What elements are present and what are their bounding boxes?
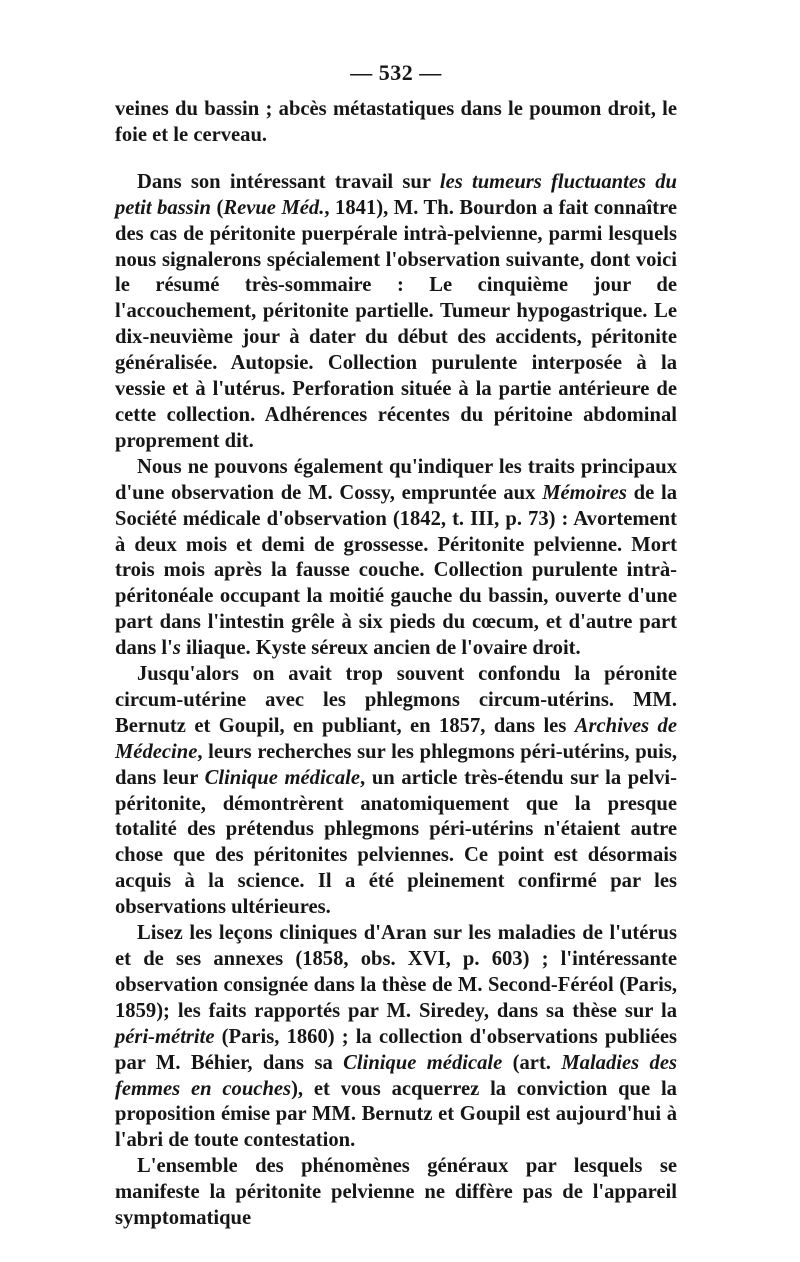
paragraph-3-text-e: iliaque. Kyste séreux ancien de l'ovaire droit.	[180, 637, 581, 660]
paragraph-5-italic-peri-metrite: péri-métrite	[115, 1025, 215, 1048]
paragraph-2-italic-title: les tumeurs fluctuantes du petit bassin	[115, 170, 677, 219]
paragraph-4-text-a: Jusqu'alors on avait trop souvent confondu la péronite circum-utérine avec les phlegmons circum-utérins. MM. Bernutz et Goupil, en publiant, en 1857, dans les	[115, 663, 677, 737]
paragraph-5-italic-maladies: Maladies des femmes en couches	[115, 1051, 677, 1100]
paragraph-1: veines du bassin ; abcès métastatiques dans le poumon droit, le foie et le cerveau.	[115, 98, 677, 146]
paragraph-3-italic-memoires: Mémoires	[542, 481, 627, 504]
page-body	[115, 97, 677, 1232]
paragraph-3-text-c: de la Société médicale d'observation (1842, t. III, p. 73) : Avortement à deux mois et demi de grossesse. Péritonite pelvienne. Mort trois mois après la fausse couche. Collection purulente intrà-péritonéale occupant la moitié gauche du bassin, ouverte d'une part dans l'intestin grêle à six pieds du cœcum, et d'autre part dans l'	[115, 481, 677, 660]
paragraph-5-text-g: ), et vous acquerrez la conviction que la proposition émise par MM. Bernutz et Goupil est aujourd'hui à l'abri de toute contestation.	[115, 1077, 677, 1152]
paragraph-4	[115, 662, 677, 921]
paragraph-5-text-c: (Paris, 1860) ; la collection d'observations publiées par M. Béhier, dans sa	[115, 1025, 677, 1074]
paragraph-2-text-e: , 1841), M. Th. Bourdon a fait connaître des cas de péritonite puerpérale intrà-pelvienne, parmi lesquels nous signalerons spécialement l'observation suivante, dont voici le résumé très-sommaire : Le cinquième jour de l'accouchement, péritonite partielle. Tumeur hypogastrique. Le dix-neuvième jour à dater du début des accidents, péritonite généralisée. Autopsie. Collection purulente interposée à la vessie et à l'utérus. Perforation située à la partie antérieure de cette collection. Adhérences récentes du péritoine abdominal proprement dit.	[115, 196, 677, 452]
paragraph-2-text-c: (	[210, 196, 224, 219]
paragraph-5-text-e: (art.	[502, 1051, 562, 1074]
paragraph-5-text-a: Lisez les leçons cliniques d'Aran sur les maladies de l'utérus et de ses annexes (1858, obs. XVI, p. 603) ; l'intéressante observation consignée dans la thèse de M. Second-Féréol (Paris, 1859); les faits rapportés par M. Siredey, dans sa thèse sur la	[115, 922, 677, 1022]
paragraph-5-italic-clinique: Clinique médicale	[343, 1051, 503, 1074]
paragraph-2	[115, 170, 677, 455]
paragraph-4-italic-clinique: Clinique médicale	[204, 766, 361, 789]
paragraph-2-text-a: Dans son intéressant travail sur	[137, 170, 440, 193]
paragraph-5	[115, 921, 677, 1154]
paragraph-4-italic-archives: Archives de Médecine	[115, 714, 677, 763]
paragraph-2-italic-journal: Revue Méd.	[223, 196, 325, 219]
paragraph-3-text-a: Nous ne pouvons également qu'indiquer les traits principaux d'une observation de M. Cossy, empruntée aux	[115, 455, 677, 504]
paragraph-4-text-e: , un article très-étendu sur la pelvi-péritonite, démontrèrent anatomiquement que la presque totalité des prétendus phlegmons péri-utérins n'étaient autre chose que des péritonites pelviennes. Ce point est désormais acquis à la science. Il a été pleinement confirmé par les observations ultérieures.	[115, 766, 677, 919]
page-number: — 532 —	[350, 60, 442, 85]
paragraph-3-italic-s: s	[172, 637, 181, 660]
paragraph-6: L'ensemble des phénomènes généraux par lesquels se manifeste la péritonite pelvienne ne diffère pas de l'appareil symptomatique	[115, 1155, 677, 1230]
paragraph-3	[115, 455, 677, 662]
paragraph-4-text-c: , leurs recherches sur les phlegmons péri-utérins, puis, dans leur	[115, 740, 677, 789]
